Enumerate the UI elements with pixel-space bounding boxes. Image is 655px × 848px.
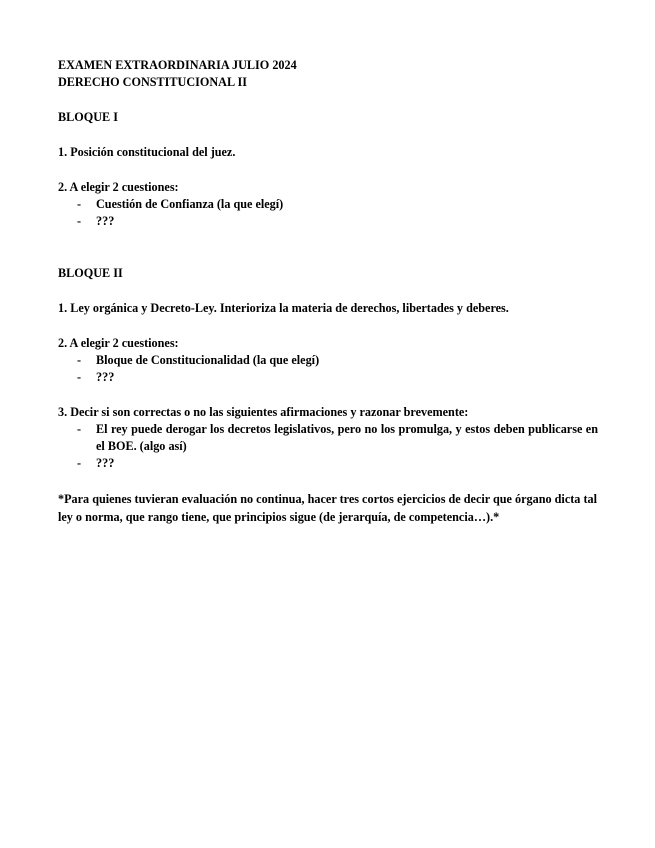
bloque-1-question-1: 1. Posición constitucional del juez. [58,145,236,159]
list-item [58,196,598,213]
bloque-1-question-2: 2. A elegir 2 cuestiones: [58,180,179,194]
bloque-2-question-2: 2. A elegir 2 cuestiones: [58,336,179,350]
exam-document [58,57,598,526]
dash-bullet: - [77,422,82,436]
list-item-text: El rey puede derogar los decretos legislativos, pero no los promulga, y estos deben publicarse en el BOE. (algo así) [96,422,598,453]
list-item [58,213,598,230]
list-item-text: ??? [96,214,115,228]
bloque-2-question-1: 1. Ley orgánica y Decreto-Ley. Interioriza la materia de derechos, libertades y deberes. [58,301,509,315]
list-item [58,369,598,386]
list-item [58,455,598,472]
course-title: DERECHO CONSTITUCIONAL II [58,75,247,89]
exam-title: EXAMEN EXTRAORDINARIA JULIO 2024 [58,58,297,72]
dash-bullet: - [77,456,82,470]
bloque-2-question-3-list [58,421,598,472]
dash-bullet: - [77,214,82,228]
list-item [58,421,598,455]
list-item-text: ??? [96,456,115,470]
list-item [58,352,598,369]
list-item-text: Bloque de Constitucionalidad (la que elegí) [96,353,320,367]
footnote: *Para quienes tuvieran evaluación no continua, hacer tres cortos ejercicios de decir que órgano dicta tal ley o norma, que rango tiene, que principios sigue (de jerarquía, de competencia…).* [58,492,597,524]
bloque-1-question-2-list [58,196,598,230]
bloque-2-heading: BLOQUE II [58,266,123,280]
list-item-text: ??? [96,370,115,384]
bloque-2-question-2-list [58,352,598,386]
dash-bullet: - [77,353,82,367]
list-item-text: Cuestión de Confianza (la que elegí) [96,197,284,211]
dash-bullet: - [77,197,82,211]
dash-bullet: - [77,370,82,384]
bloque-1-heading: BLOQUE I [58,110,118,124]
bloque-2-question-3: 3. Decir si son correctas o no las siguientes afirmaciones y razonar brevemente: [58,405,469,419]
